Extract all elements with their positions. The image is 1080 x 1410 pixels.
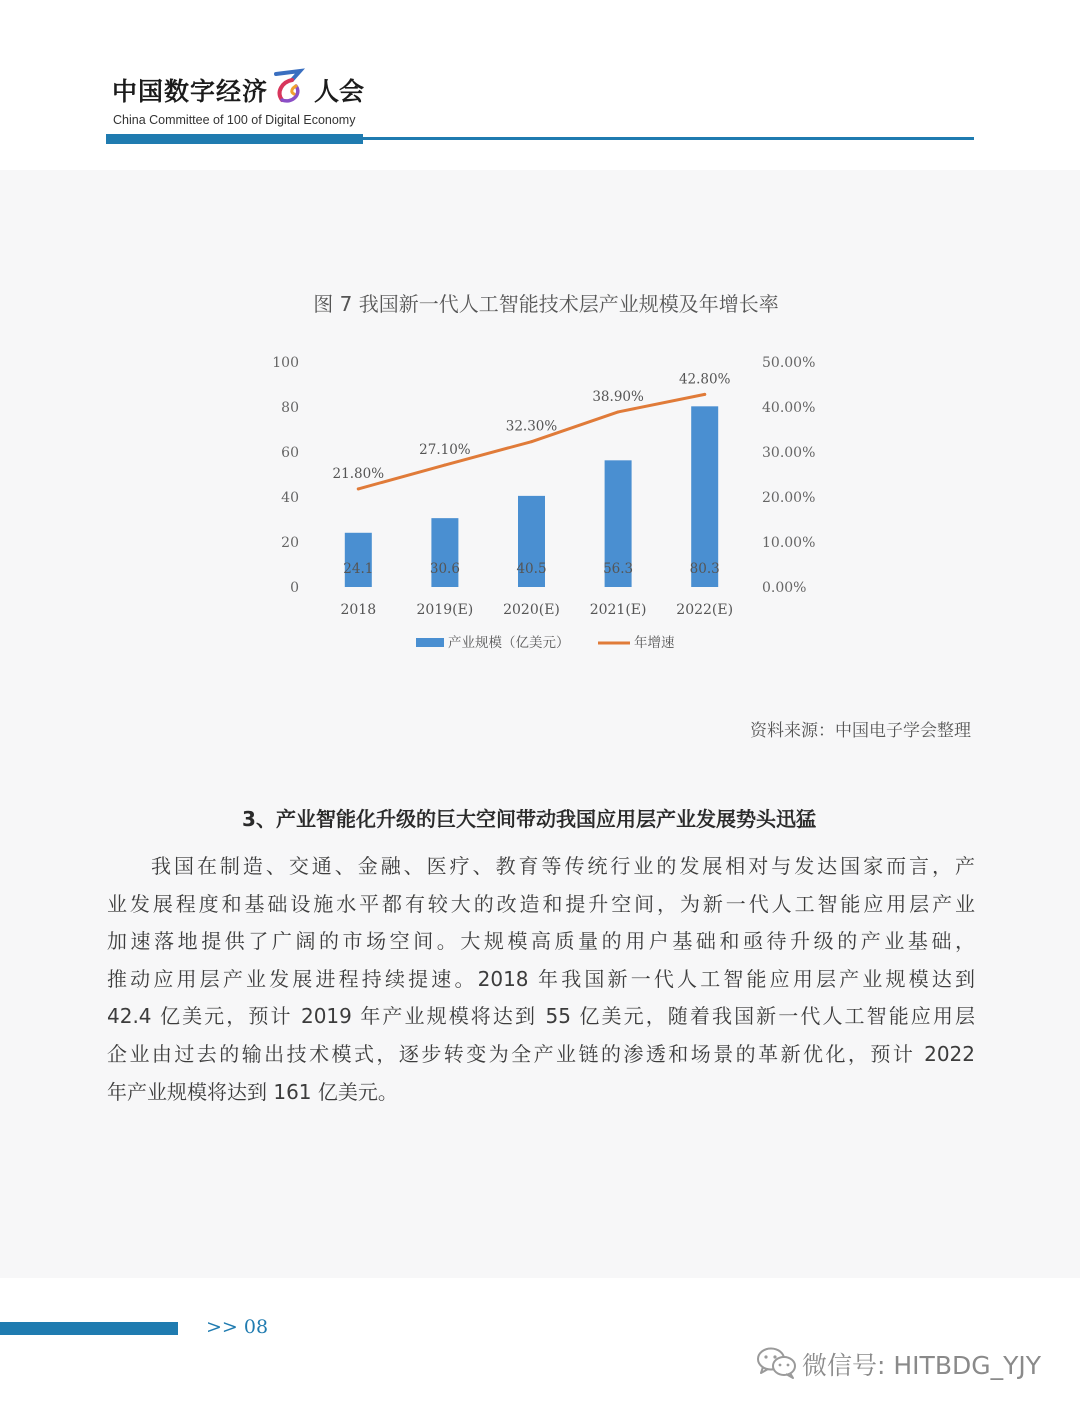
growth-rate-point [530,440,533,443]
y-left-tick-label: 100 [272,355,299,371]
footer-accent-bar [0,1322,178,1335]
y-right-tick-label: 20.00% [762,490,816,506]
logo-chinese-text-suffix: 人会 [314,77,365,106]
y-right-tick-label: 10.00% [762,535,816,551]
y-left-tick-label: 20 [281,535,299,551]
bar-value-label: 56.3 [603,561,634,577]
page-number: >> 08 [206,1316,269,1338]
paragraph-line: 加速落地提供了广阔的市场空间。大规模高质量的用户基础和亟待升级的产业基础， [107,929,975,954]
logo-english-text: China Committee of 100 of Digital Economy [113,113,356,127]
y-right-tick-label: 40.00% [762,400,816,416]
bar-value-label: 80.3 [689,561,720,577]
growth-rate-point [443,464,446,467]
section-heading: 3、产业智能化升级的巨大空间带动我国应用层产业发展势头迅猛 [242,807,816,831]
legend-label-line: 年增速 [634,635,675,651]
paragraph-line: 企业由过去的输出技术模式，逐步转变为全产业链的渗透和场景的革新优化，预计 2022 [107,1041,975,1066]
bar-value-label: 40.5 [516,561,547,577]
bar [691,406,718,587]
y-right-tick-label: 0.00% [762,580,807,596]
growth-rate-label: 38.90% [592,388,644,405]
growth-rate-point [703,393,706,396]
x-tick-label: 2021(E) [589,602,647,618]
y-left-tick-label: 80 [281,400,299,416]
growth-rate-point [617,410,620,413]
paragraph-line: 业发展程度和基础设施水平都有较大的改造和提升空间，为新一代人工智能应用层产业 [107,891,975,916]
x-tick-label: 2022(E) [676,602,734,618]
y-left-tick-label: 60 [281,445,299,461]
legend-label-bars: 产业规模（亿美元） [448,635,570,651]
y-left-tick-label: 40 [281,490,299,506]
combo-chart [0,0,1080,700]
legend-swatch-bars [416,638,444,647]
paragraph-line: 推动应用层产业发展进程持续提速。2018 年我国新一代人工智能应用层产业规模达到 [107,966,975,991]
x-tick-label: 2019(E) [416,602,474,618]
y-right-tick-label: 30.00% [762,445,816,461]
paragraph-line: 42.4 亿美元，预计 2019 年产业规模将达到 55 亿美元，随着我国新一代人工智能应用层 [107,1004,975,1029]
bar-value-label: 30.6 [429,561,460,577]
x-tick-label: 2018 [340,602,377,618]
figure-source: 资料来源：中国电子学会整理 [750,721,971,741]
page-footer-area [0,1278,1080,1410]
growth-rate-label: 21.80% [332,465,385,482]
growth-rate-label: 32.30% [505,418,558,435]
bar-value-label: 24.1 [343,561,374,577]
wechat-icon [756,1346,798,1380]
y-left-tick-label: 0 [290,580,299,596]
paragraph-line: 年产业规模将达到 161 亿美元。 [107,1079,398,1104]
body-paragraph [107,848,975,1111]
x-tick-label: 2020(E) [503,602,560,618]
growth-rate-point [357,487,360,490]
paragraph-line: 我国在制造、交通、金融、医疗、教育等传统行业的发展相对与发达国家而言，产 [151,854,975,878]
y-right-tick-label: 50.00% [762,355,816,371]
wechat-id-text: 微信号: HITBDG_YJY [802,1351,1042,1380]
growth-rate-label: 27.10% [419,442,471,459]
growth-rate-label: 42.80% [678,371,731,388]
bar [345,533,372,587]
logo-chinese-text: 中国数字经济 [112,77,269,106]
figure-title: 图 7 我国新一代人工智能技术层产业规模及年增长率 [313,292,779,316]
